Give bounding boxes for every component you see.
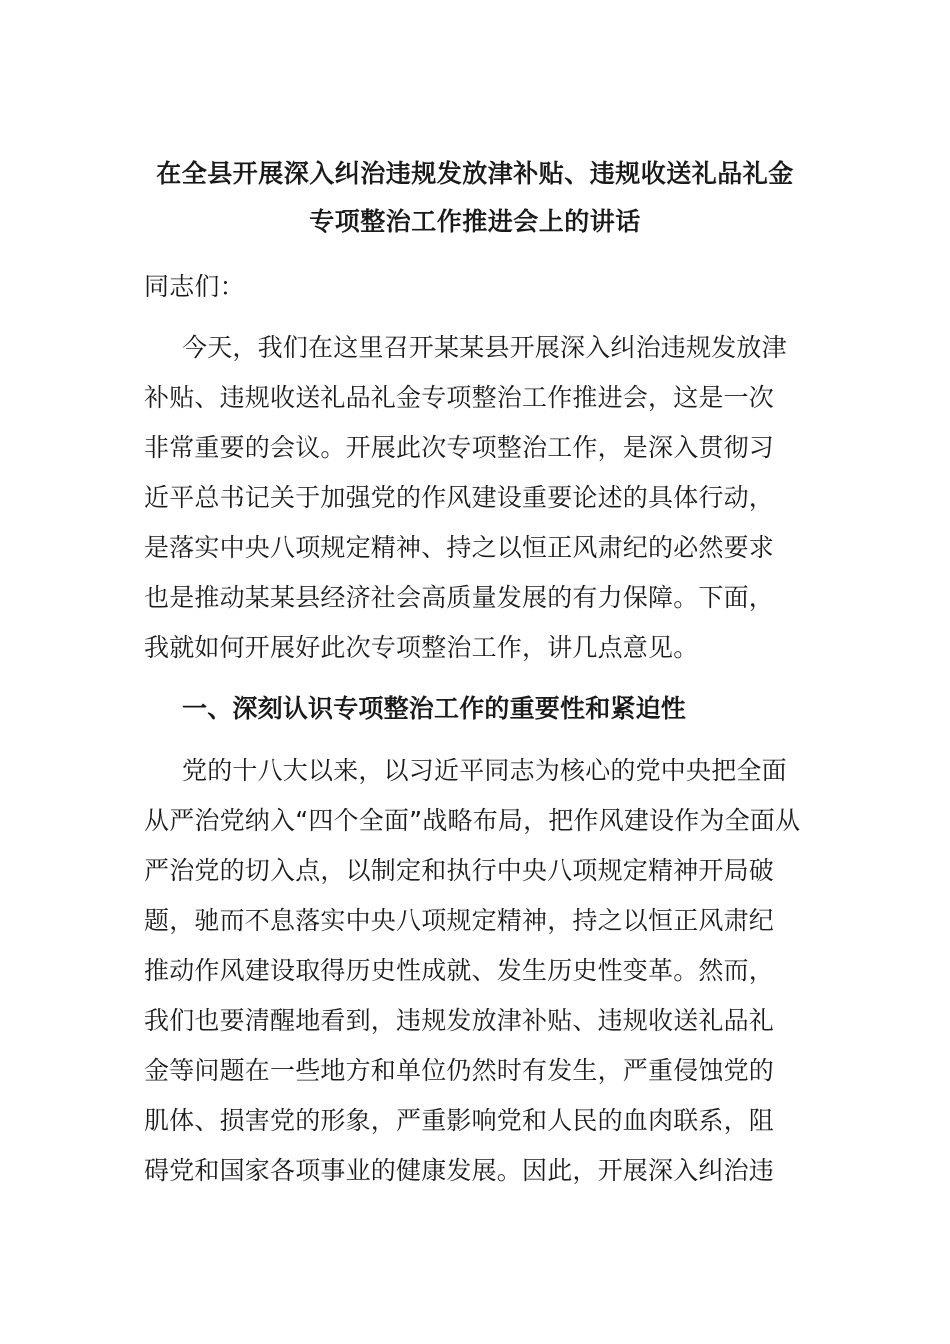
paragraph-line: 题，驰而不息落实中央八项规定精神，持之以恒正风肃纪 — [144, 906, 775, 935]
paragraph-line: 金等问题在一些地方和单位仍然时有发生，严重侵蚀党的 — [144, 1056, 775, 1085]
paragraph-line: 近平总书记关于加强党的作风建设重要论述的具体行动， — [144, 483, 775, 512]
document-title-line-2: 专项整治工作推进会上的讲话 — [309, 207, 641, 236]
paragraph-line: 从严治党纳入“四个全面”战略布局，把作风建设作为全面从 — [144, 806, 801, 835]
paragraph-line: 严治党的切入点，以制定和执行中央八项规定精神开局破 — [144, 856, 775, 885]
paragraph-line: 也是推动某某县经济社会高质量发展的有力保障。下面， — [144, 583, 775, 612]
paragraph-line: 是落实中央八项规定精神、持之以恒正风肃纪的必然要求 — [144, 533, 775, 562]
paragraph-line: 我们也要清醒地看到，违规发放津补贴、违规收送礼品礼 — [144, 1006, 775, 1035]
paragraph-line: 今天，我们在这里召开某某县开展深入纠治违规发放津 — [182, 333, 787, 362]
paragraph-line: 党的十八大以来，以习近平同志为核心的党中央把全面 — [182, 756, 787, 785]
paragraph-line: 补贴、违规收送礼品礼金专项整治工作推进会，这是一次 — [144, 383, 775, 412]
paragraph-line: 肌体、损害党的形象，严重影响党和人民的血肉联系，阻 — [144, 1106, 775, 1135]
paragraph-1 — [144, 323, 808, 673]
salutation-text: 同志们： — [144, 272, 245, 301]
section-heading-text: 一、深刻认识专项整治工作的重要性和紧迫性 — [182, 694, 687, 723]
paragraph-line: 推动作风建设取得历史性成就、发生历史性变革。然而， — [144, 956, 775, 985]
paragraph-line: 非常重要的会议。开展此次专项整治工作，是深入贯彻习 — [144, 433, 775, 462]
paragraph-line: 碍党和国家各项事业的健康发展。因此，开展深入纠治违 — [144, 1156, 775, 1185]
paragraph-2 — [144, 746, 808, 1196]
document-title-line-1: 在全县开展深入纠治违规发放津补贴、违规收送礼品礼金 — [156, 159, 794, 188]
section-heading — [144, 684, 808, 734]
paragraph-line: 我就如何开展好此次专项整治工作，讲几点意见。 — [144, 633, 699, 662]
salutation — [144, 262, 808, 312]
